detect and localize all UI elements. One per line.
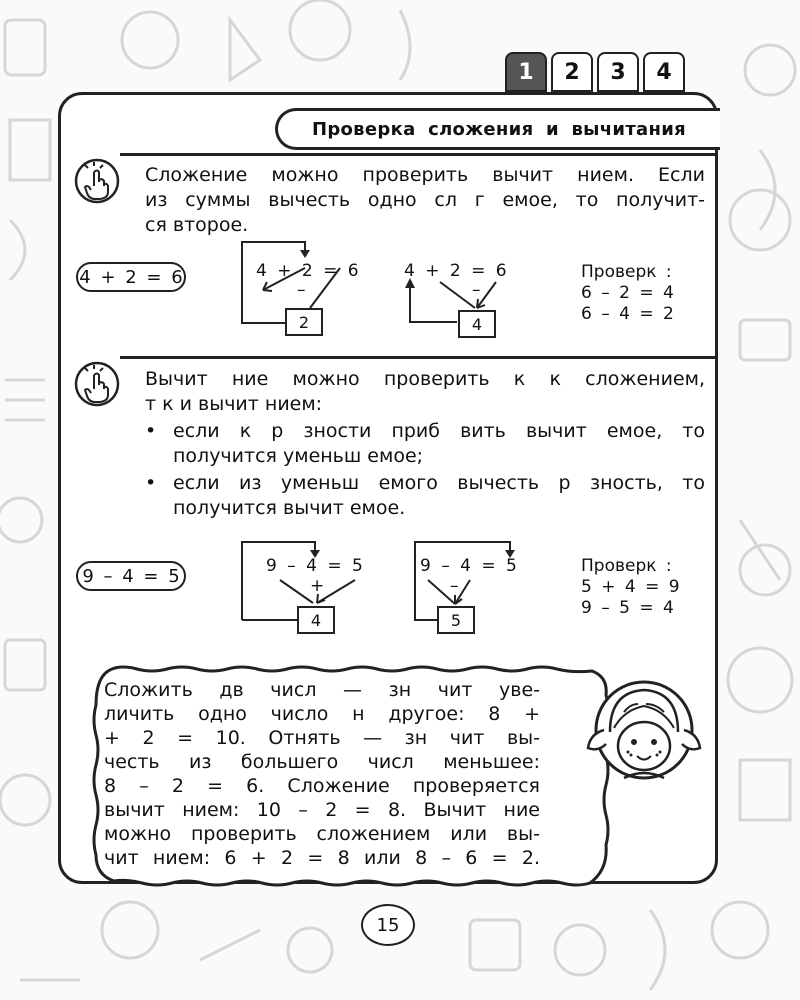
subtraction-expression: 9 – 4 = 5	[266, 556, 363, 576]
divider	[120, 356, 718, 359]
pointing-hand-icon	[74, 361, 120, 407]
addition-check: Проверк : 6 – 2 = 4 6 – 4 = 2	[581, 262, 674, 324]
tab-2[interactable]: 2	[551, 52, 593, 92]
subtraction-check: Проверк : 5 + 4 = 9 9 – 5 = 4	[581, 556, 680, 618]
subtraction-example: 9 – 4 = 5	[76, 561, 186, 591]
girl-illustration	[584, 660, 704, 800]
result-box: 4	[297, 606, 335, 634]
result-box: 2	[285, 308, 323, 336]
addition-example: 4 + 2 = 6	[76, 262, 186, 292]
pointing-hand-icon	[74, 158, 120, 204]
tab-3[interactable]: 3	[597, 52, 639, 92]
tab-4[interactable]: 4	[643, 52, 685, 92]
minus-sign: –	[472, 280, 481, 300]
minus-sign: –	[450, 576, 459, 596]
addition-check-rule: Сложение можно проверить вычит нием. Если из суммы вычесть одно сл г емое, то получит- ся второе.	[145, 164, 705, 236]
subtraction-expression: 9 – 4 = 5	[420, 556, 517, 576]
page-number: 15	[361, 904, 415, 946]
divider	[120, 153, 718, 156]
plus-sign: +	[310, 576, 325, 596]
section-title: Проверка сложения и вычитания	[275, 108, 720, 150]
bullet-item: • если из уменьш емого вычесть р зность, то получится вычит емое.	[145, 472, 705, 519]
summary-note: Сложить дв числ — зн чит уве- личить одно число н другое: 8 + + 2 = 10. Отнять — зн чит вы- честь из большего числ меньшее: 8 – 2 = 6. Сложение проверяется вычит нием: 10 – 2 = 8. Вычит ние можно проверить сложением или вы- чит нием: 6 + 2 = 8 или 8 – 6 = 2.	[104, 679, 540, 869]
result-box: 4	[458, 310, 496, 338]
chapter-tabs	[505, 52, 685, 92]
bullet-item: • если к р зности приб вить вычит емое, то получится уменьш емое;	[145, 420, 705, 467]
result-box: 5	[437, 606, 475, 634]
addition-expression: 4 + 2 = 6	[256, 261, 359, 281]
subtraction-check-rule: Вычит ние можно проверить к к сложением, т к и вычит нием:	[145, 368, 705, 415]
minus-sign: –	[297, 280, 306, 300]
addition-expression: 4 + 2 = 6	[404, 261, 507, 281]
tab-1[interactable]: 1	[505, 52, 547, 92]
